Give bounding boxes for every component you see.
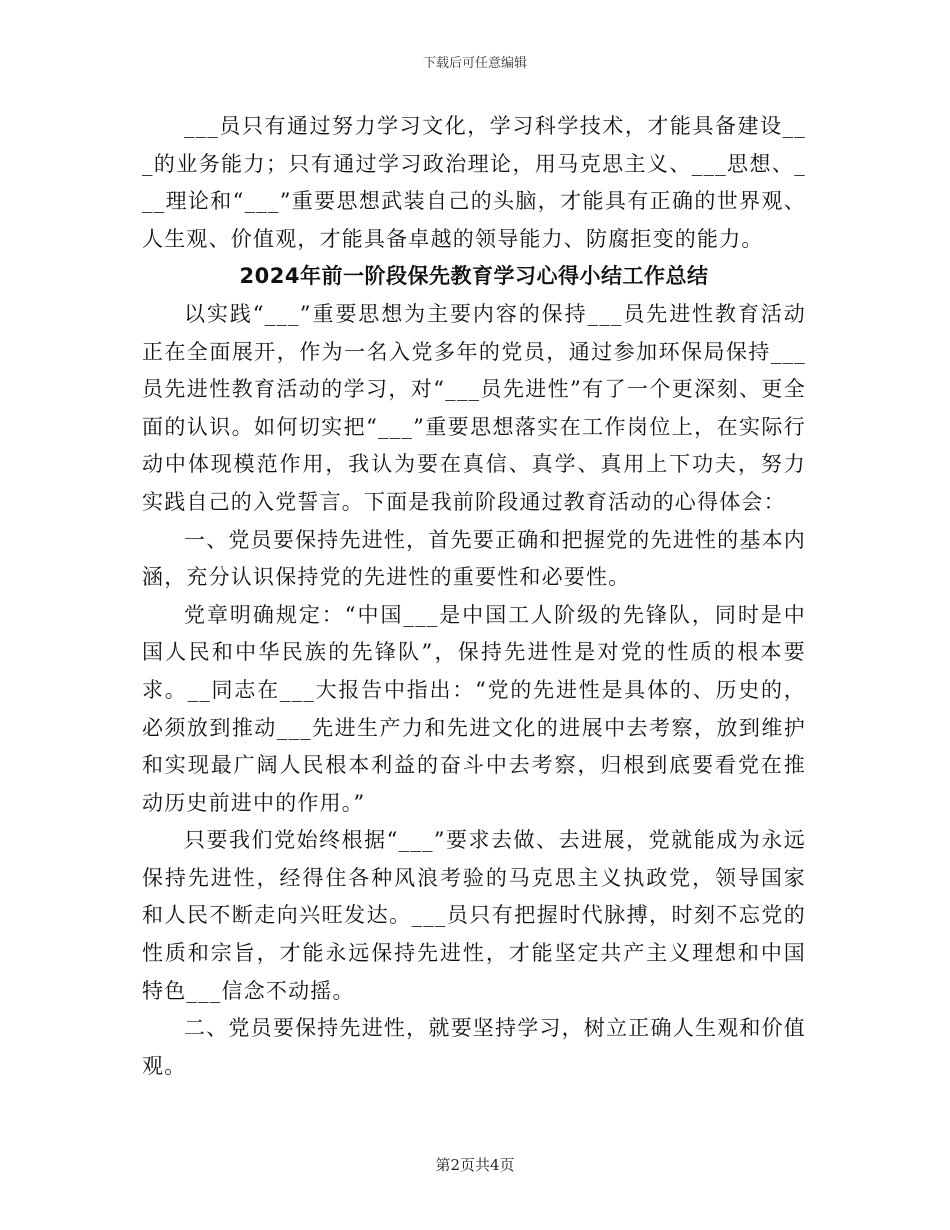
body-paragraph-3: 党章明确规定：“中国___是中国工人阶级的先锋队，同时是中国人民和中华民族的先锋队”，保持先进性是对党的性质的根本要求。__同志在___大报告中指出：“党的先进性是具体的、历史的，必须放到推动___先进生产力和先进文化的进展中去考察，放到维护和实现最广阔人民根本利益的奋斗中去考察，归根到底要看党在推动历史前进中的作用。” [142,602,806,815]
body-paragraph-4: 只要我们党始终根据“___”要求去做、去进展，党就能成为永远保持先进性，经得住各种风浪考验的马克思主义执政党，领导国家和人民不断走向兴旺发达。___员只有把握时代脉搏，时刻不忘党的性质和宗旨，才能永远保持先进性，才能坚定共产主义理想和中国特色___信念不动摇。 [142,828,806,1003]
document-body [142,108,806,1085]
body-paragraph-1: 以实践“___”重要思想为主要内容的保持___员先进性教育活动正在全面展开，作为一名入党多年的党员，通过参加环保局保持___员先进性教育活动的学习，对“___员先进性”有了一个更深刻、更全面的认识。如何切实把“___”重要思想落实在工作岗位上，在实际行动中体现模范作用，我认为要在真信、真学、真用上下功夫，努力实践自己的入党誓言。下面是我前阶段通过教育活动的心得体会： [142,301,806,514]
page-number: 第2页共4页 [435,1156,515,1174]
body-paragraph-5: 二、党员要保持先进性，就要坚持学习，树立正确人生观和价值观。 [142,1016,806,1078]
page-header: 下载后可任意编辑 [422,56,527,71]
section-title: 2024年前一阶段保先教育学习心得小结工作总结 [239,264,709,289]
intro-paragraph: ___员只有通过努力学习文化，学习科学技术，才能具备建设___的业务能力；只有通过学习政治理论，用马克思主义、___思想、___理论和“___”重要思想武装自己的头脑，才能具有正确的世界观、人生观、价值观，才能具备卓越的领导能力、防腐拒变的能力。 [142,114,806,251]
body-paragraph-2: 一、党员要保持先进性，首先要正确和把握党的先进性的基本内涵，充分认识保持党的先进性的重要性和必要性。 [142,527,806,590]
